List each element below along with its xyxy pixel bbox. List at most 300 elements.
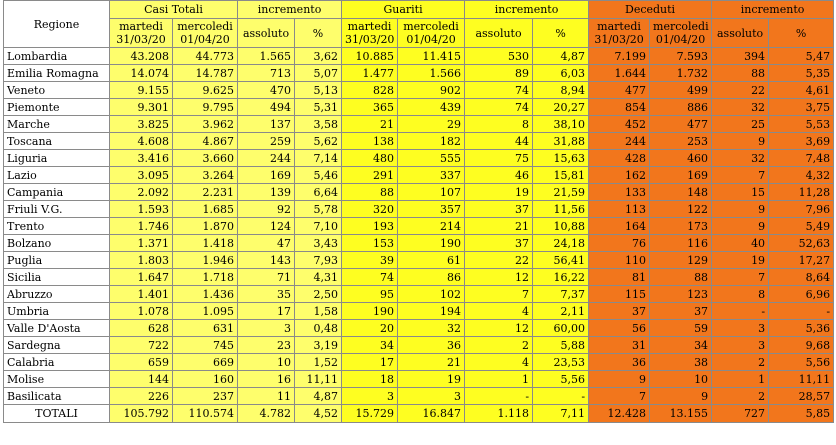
guariti-day2-header: mercoledi 01/04/20 (398, 19, 465, 48)
deceduti-day1-cell: 133 (589, 184, 650, 201)
deceduti-assoluto-cell: 727 (712, 405, 769, 423)
casi-day1-cell: 1.078 (110, 303, 173, 320)
region-name: Sicilia (4, 269, 110, 286)
casi-incremento-header: incremento (238, 1, 342, 19)
guariti-day1-cell: 88 (342, 184, 398, 201)
deceduti-percent-cell: 11,11 (769, 371, 834, 388)
deceduti-assoluto-cell: 394 (712, 48, 769, 65)
deceduti-assoluto-cell: 9 (712, 201, 769, 218)
casi-day2-cell: 9.625 (173, 82, 238, 99)
totali-label: TOTALI (4, 405, 110, 423)
deceduti-day1-cell: 113 (589, 201, 650, 218)
deceduti-percent-cell: 4,32 (769, 167, 834, 184)
guariti-day2-cell: 16.847 (398, 405, 465, 423)
casi-assoluto-cell: 3 (238, 320, 295, 337)
guariti-day2-cell: 357 (398, 201, 465, 218)
deceduti-percent-cell: 11,28 (769, 184, 834, 201)
casi-day2-cell: 1.685 (173, 201, 238, 218)
deceduti-percent-cell: 4,61 (769, 82, 834, 99)
casi-day1-cell: 9.301 (110, 99, 173, 116)
deceduti-day2-cell: 129 (650, 252, 712, 269)
deceduti-day1-cell: 477 (589, 82, 650, 99)
casi-assoluto-cell: 494 (238, 99, 295, 116)
guariti-percent-cell: 8,94 (533, 82, 589, 99)
guariti-day2-cell: 194 (398, 303, 465, 320)
deceduti-assoluto-header: assoluto (712, 19, 769, 48)
deceduti-day1-cell: 36 (589, 354, 650, 371)
casi-assoluto-cell: 1.565 (238, 48, 295, 65)
casi-percent-cell: 4,87 (295, 388, 342, 405)
deceduti-percent-cell: 6,96 (769, 286, 834, 303)
table-row (4, 286, 834, 303)
deceduti-assoluto-cell: 2 (712, 354, 769, 371)
casi-day2-cell: 3.264 (173, 167, 238, 184)
guariti-percent-cell: 2,11 (533, 303, 589, 320)
guariti-day2-cell: 190 (398, 235, 465, 252)
casi-day1-cell: 1.647 (110, 269, 173, 286)
deceduti-percent-cell: 8,64 (769, 269, 834, 286)
deceduti-assoluto-cell: 8 (712, 286, 769, 303)
deceduti-day2-header: mercoledi 01/04/20 (650, 19, 712, 48)
casi-day1-cell: 105.792 (110, 405, 173, 423)
guariti-assoluto-cell: 530 (465, 48, 533, 65)
guariti-percent-header: % (533, 19, 589, 48)
deceduti-percent-cell: 5,47 (769, 48, 834, 65)
deceduti-day2-cell: 13.155 (650, 405, 712, 423)
casi-assoluto-cell: 139 (238, 184, 295, 201)
guariti-day1-cell: 138 (342, 133, 398, 150)
table-row (4, 150, 834, 167)
region-name: Calabria (4, 354, 110, 371)
casi-day1-cell: 1.746 (110, 218, 173, 235)
deceduti-day2-cell: 499 (650, 82, 712, 99)
casi-day2-cell: 3.660 (173, 150, 238, 167)
casi-day2-cell: 3.962 (173, 116, 238, 133)
guariti-assoluto-cell: 46 (465, 167, 533, 184)
table-row (4, 371, 834, 388)
guariti-assoluto-cell: 22 (465, 252, 533, 269)
guariti-percent-cell: 24,18 (533, 235, 589, 252)
casi-assoluto-cell: 470 (238, 82, 295, 99)
deceduti-day2-cell: 59 (650, 320, 712, 337)
deceduti-day2-cell: 477 (650, 116, 712, 133)
region-name: Trento (4, 218, 110, 235)
guariti-assoluto-cell: 1 (465, 371, 533, 388)
casi-day2-cell: 2.231 (173, 184, 238, 201)
guariti-day1-cell: 291 (342, 167, 398, 184)
guariti-percent-cell: 31,88 (533, 133, 589, 150)
deceduti-day1-cell: 9 (589, 371, 650, 388)
guariti-assoluto-cell: 4 (465, 303, 533, 320)
deceduti-percent-cell: 17,27 (769, 252, 834, 269)
casi-assoluto-cell: 169 (238, 167, 295, 184)
casi-day1-cell: 1.401 (110, 286, 173, 303)
casi-percent-cell: 4,31 (295, 269, 342, 286)
table-row (4, 201, 834, 218)
guariti-day1-cell: 193 (342, 218, 398, 235)
guariti-day2-cell: 61 (398, 252, 465, 269)
deceduti-assoluto-cell: 3 (712, 320, 769, 337)
casi-day1-cell: 4.608 (110, 133, 173, 150)
casi-day1-cell: 3.095 (110, 167, 173, 184)
table-body (4, 48, 834, 423)
casi-percent-header: % (295, 19, 342, 48)
guariti-assoluto-cell: 74 (465, 82, 533, 99)
casi-day1-header: martedi 31/03/20 (110, 19, 173, 48)
region-name: Veneto (4, 82, 110, 99)
casi-day2-cell: 160 (173, 371, 238, 388)
region-name: Piemonte (4, 99, 110, 116)
deceduti-day2-cell: 122 (650, 201, 712, 218)
region-name: Puglia (4, 252, 110, 269)
casi-day1-cell: 43.208 (110, 48, 173, 65)
casi-assoluto-cell: 71 (238, 269, 295, 286)
guariti-percent-cell: 5,88 (533, 337, 589, 354)
table-row (4, 184, 834, 201)
casi-assoluto-cell: 4.782 (238, 405, 295, 423)
region-name: Toscana (4, 133, 110, 150)
guariti-percent-cell: 23,53 (533, 354, 589, 371)
region-name: Emilia Romagna (4, 65, 110, 82)
casi-percent-cell: 5,13 (295, 82, 342, 99)
deceduti-day1-cell: 56 (589, 320, 650, 337)
deceduti-percent-cell: 3,75 (769, 99, 834, 116)
regione-header: Regione (4, 1, 110, 48)
deceduti-day1-cell: 76 (589, 235, 650, 252)
guariti-day1-cell: 18 (342, 371, 398, 388)
casi-assoluto-cell: 47 (238, 235, 295, 252)
casi-day1-cell: 2.092 (110, 184, 173, 201)
region-name: Lombardia (4, 48, 110, 65)
deceduti-day1-cell: 164 (589, 218, 650, 235)
deceduti-percent-cell: 5,53 (769, 116, 834, 133)
table-row (4, 82, 834, 99)
casi-assoluto-cell: 17 (238, 303, 295, 320)
table-row (4, 133, 834, 150)
casi-day1-cell: 628 (110, 320, 173, 337)
casi-assoluto-cell: 259 (238, 133, 295, 150)
deceduti-day2-cell: 88 (650, 269, 712, 286)
casi-assoluto-cell: 10 (238, 354, 295, 371)
guariti-day1-cell: 17 (342, 354, 398, 371)
table-row (4, 99, 834, 116)
deceduti-assoluto-cell: - (712, 303, 769, 320)
guariti-percent-cell: 10,88 (533, 218, 589, 235)
deceduti-assoluto-cell: 2 (712, 388, 769, 405)
deceduti-day2-cell: 116 (650, 235, 712, 252)
deceduti-day2-cell: 886 (650, 99, 712, 116)
casi-day2-cell: 1.870 (173, 218, 238, 235)
guariti-day2-cell: 214 (398, 218, 465, 235)
deceduti-day2-cell: 148 (650, 184, 712, 201)
deceduti-day1-cell: 110 (589, 252, 650, 269)
deceduti-percent-cell: 5,56 (769, 354, 834, 371)
table-row (4, 337, 834, 354)
casi-day2-cell: 1.436 (173, 286, 238, 303)
guariti-day2-cell: 21 (398, 354, 465, 371)
guariti-assoluto-cell: 44 (465, 133, 533, 150)
casi-day2-cell: 1.095 (173, 303, 238, 320)
casi-day1-cell: 1.803 (110, 252, 173, 269)
guariti-percent-cell: 60,00 (533, 320, 589, 337)
casi-day2-cell: 110.574 (173, 405, 238, 423)
deceduti-assoluto-cell: 22 (712, 82, 769, 99)
casi-assoluto-cell: 713 (238, 65, 295, 82)
table-row (4, 269, 834, 286)
guariti-assoluto-cell: 1.118 (465, 405, 533, 423)
guariti-day1-cell: 828 (342, 82, 398, 99)
casi-day1-cell: 144 (110, 371, 173, 388)
region-name: Basilicata (4, 388, 110, 405)
casi-day1-cell: 14.074 (110, 65, 173, 82)
casi-assoluto-cell: 16 (238, 371, 295, 388)
casi-day1-cell: 659 (110, 354, 173, 371)
guariti-assoluto-cell: 7 (465, 286, 533, 303)
guariti-percent-cell: 4,87 (533, 48, 589, 65)
region-name: Campania (4, 184, 110, 201)
guariti-assoluto-cell: 8 (465, 116, 533, 133)
deceduti-day1-cell: 7.199 (589, 48, 650, 65)
casi-day2-cell: 4.867 (173, 133, 238, 150)
guariti-day1-cell: 10.885 (342, 48, 398, 65)
guariti-day2-cell: 32 (398, 320, 465, 337)
region-name: Bolzano (4, 235, 110, 252)
casi-assoluto-cell: 124 (238, 218, 295, 235)
region-name: Lazio (4, 167, 110, 184)
region-name: Sardegna (4, 337, 110, 354)
deceduti-assoluto-cell: 9 (712, 133, 769, 150)
casi-percent-cell: 6,64 (295, 184, 342, 201)
guariti-assoluto-cell: 12 (465, 269, 533, 286)
guariti-day2-cell: 11.415 (398, 48, 465, 65)
guariti-day2-cell: 107 (398, 184, 465, 201)
guariti-assoluto-cell: - (465, 388, 533, 405)
deceduti-percent-cell: 7,48 (769, 150, 834, 167)
region-name: Liguria (4, 150, 110, 167)
guariti-day1-cell: 20 (342, 320, 398, 337)
casi-percent-cell: 5,31 (295, 99, 342, 116)
deceduti-assoluto-cell: 1 (712, 371, 769, 388)
deceduti-day2-cell: 7.593 (650, 48, 712, 65)
casi-percent-cell: 3,43 (295, 235, 342, 252)
table-row (4, 235, 834, 252)
casi-assoluto-cell: 143 (238, 252, 295, 269)
deceduti-day1-cell: 31 (589, 337, 650, 354)
guariti-day2-cell: 3 (398, 388, 465, 405)
casi-percent-cell: 11,11 (295, 371, 342, 388)
deceduti-assoluto-cell: 7 (712, 269, 769, 286)
table-row (4, 320, 834, 337)
casi-assoluto-header: assoluto (238, 19, 295, 48)
guariti-assoluto-cell: 37 (465, 201, 533, 218)
casi-day2-cell: 1.418 (173, 235, 238, 252)
guariti-day2-cell: 29 (398, 116, 465, 133)
deceduti-day2-cell: 37 (650, 303, 712, 320)
deceduti-day1-cell: 428 (589, 150, 650, 167)
guariti-day1-cell: 1.477 (342, 65, 398, 82)
casi-day2-cell: 745 (173, 337, 238, 354)
deceduti-percent-cell: 5,35 (769, 65, 834, 82)
guariti-percent-cell: 16,22 (533, 269, 589, 286)
guariti-day2-cell: 19 (398, 371, 465, 388)
guariti-percent-cell: 56,41 (533, 252, 589, 269)
deceduti-day2-cell: 173 (650, 218, 712, 235)
deceduti-day2-cell: 38 (650, 354, 712, 371)
guariti-percent-cell: 7,11 (533, 405, 589, 423)
casi-day2-cell: 1.718 (173, 269, 238, 286)
casi-percent-cell: 5,07 (295, 65, 342, 82)
guariti-assoluto-cell: 75 (465, 150, 533, 167)
guariti-day2-cell: 337 (398, 167, 465, 184)
casi-percent-cell: 5,62 (295, 133, 342, 150)
guariti-day1-cell: 21 (342, 116, 398, 133)
casi-percent-cell: 2,50 (295, 286, 342, 303)
region-name: Umbria (4, 303, 110, 320)
deceduti-assoluto-cell: 32 (712, 99, 769, 116)
guariti-assoluto-cell: 37 (465, 235, 533, 252)
deceduti-assoluto-cell: 7 (712, 167, 769, 184)
deceduti-day2-cell: 10 (650, 371, 712, 388)
guariti-percent-cell: 38,10 (533, 116, 589, 133)
deceduti-percent-cell: 5,85 (769, 405, 834, 423)
casi-assoluto-cell: 11 (238, 388, 295, 405)
deceduti-day1-cell: 854 (589, 99, 650, 116)
casi-day1-cell: 1.593 (110, 201, 173, 218)
casi-percent-cell: 3,19 (295, 337, 342, 354)
casi-percent-cell: 1,52 (295, 354, 342, 371)
guariti-day2-cell: 902 (398, 82, 465, 99)
casi-day2-header: mercoledi 01/04/20 (173, 19, 238, 48)
guariti-percent-cell: 21,59 (533, 184, 589, 201)
table-row (4, 354, 834, 371)
region-name: Marche (4, 116, 110, 133)
table-row (4, 65, 834, 82)
deceduti-assoluto-cell: 3 (712, 337, 769, 354)
guariti-day2-cell: 1.566 (398, 65, 465, 82)
deceduti-day2-cell: 34 (650, 337, 712, 354)
deceduti-percent-cell: 3,69 (769, 133, 834, 150)
table-row (4, 116, 834, 133)
guariti-assoluto-cell: 19 (465, 184, 533, 201)
casi-percent-cell: 0,48 (295, 320, 342, 337)
guariti-assoluto-header: assoluto (465, 19, 533, 48)
casi-assoluto-cell: 244 (238, 150, 295, 167)
guariti-percent-cell: 20,27 (533, 99, 589, 116)
deceduti-day2-cell: 1.732 (650, 65, 712, 82)
covid-regional-table (3, 0, 834, 423)
guariti-day1-cell: 153 (342, 235, 398, 252)
table-row (4, 48, 834, 65)
deceduti-day1-cell: 452 (589, 116, 650, 133)
deceduti-assoluto-cell: 88 (712, 65, 769, 82)
table-row (4, 252, 834, 269)
guariti-day1-cell: 320 (342, 201, 398, 218)
guariti-percent-cell: 5,56 (533, 371, 589, 388)
guariti-incremento-header: incremento (465, 1, 589, 19)
guariti-day1-cell: 39 (342, 252, 398, 269)
table-row (4, 303, 834, 320)
deceduti-day1-cell: 162 (589, 167, 650, 184)
casi-day1-cell: 226 (110, 388, 173, 405)
totali-row (4, 405, 834, 423)
guariti-day2-cell: 36 (398, 337, 465, 354)
casi-percent-cell: 4,52 (295, 405, 342, 423)
guariti-percent-cell: 11,56 (533, 201, 589, 218)
guariti-day2-cell: 439 (398, 99, 465, 116)
casi-assoluto-cell: 23 (238, 337, 295, 354)
casi-percent-cell: 7,10 (295, 218, 342, 235)
deceduti-day1-cell: 12.428 (589, 405, 650, 423)
guariti-day1-cell: 480 (342, 150, 398, 167)
deceduti-day1-cell: 244 (589, 133, 650, 150)
deceduti-day2-cell: 123 (650, 286, 712, 303)
guariti-day2-cell: 102 (398, 286, 465, 303)
deceduti-day2-cell: 460 (650, 150, 712, 167)
casi-day1-cell: 3.825 (110, 116, 173, 133)
deceduti-percent-cell: 7,96 (769, 201, 834, 218)
deceduti-day1-header: martedi 31/03/20 (589, 19, 650, 48)
guariti-header: Guariti (342, 1, 465, 19)
casi-assoluto-cell: 137 (238, 116, 295, 133)
deceduti-day2-cell: 169 (650, 167, 712, 184)
deceduti-percent-cell: 52,63 (769, 235, 834, 252)
casi-day2-cell: 1.946 (173, 252, 238, 269)
guariti-percent-cell: 15,81 (533, 167, 589, 184)
region-name: Valle D'Aosta (4, 320, 110, 337)
deceduti-day1-cell: 37 (589, 303, 650, 320)
deceduti-assoluto-cell: 15 (712, 184, 769, 201)
guariti-day2-cell: 182 (398, 133, 465, 150)
casi-percent-cell: 5,78 (295, 201, 342, 218)
table-row (4, 218, 834, 235)
deceduti-day1-cell: 7 (589, 388, 650, 405)
casi-day2-cell: 631 (173, 320, 238, 337)
deceduti-assoluto-cell: 9 (712, 218, 769, 235)
guariti-assoluto-cell: 74 (465, 99, 533, 116)
guariti-day2-cell: 555 (398, 150, 465, 167)
guariti-day1-cell: 34 (342, 337, 398, 354)
region-name: Friuli V.G. (4, 201, 110, 218)
casi-day2-cell: 44.773 (173, 48, 238, 65)
guariti-day1-cell: 190 (342, 303, 398, 320)
deceduti-day1-cell: 81 (589, 269, 650, 286)
deceduti-percent-header: % (769, 19, 834, 48)
deceduti-assoluto-cell: 19 (712, 252, 769, 269)
casi-day1-cell: 1.371 (110, 235, 173, 252)
deceduti-percent-cell: 9,68 (769, 337, 834, 354)
deceduti-assoluto-cell: 25 (712, 116, 769, 133)
guariti-day2-cell: 86 (398, 269, 465, 286)
guariti-day1-cell: 365 (342, 99, 398, 116)
casi-day1-cell: 3.416 (110, 150, 173, 167)
guariti-day1-cell: 95 (342, 286, 398, 303)
deceduti-percent-cell: - (769, 303, 834, 320)
deceduti-day2-cell: 253 (650, 133, 712, 150)
deceduti-header: Deceduti (589, 1, 712, 19)
casi-percent-cell: 7,14 (295, 150, 342, 167)
guariti-day1-cell: 3 (342, 388, 398, 405)
casi-day1-cell: 722 (110, 337, 173, 354)
guariti-day1-cell: 15.729 (342, 405, 398, 423)
guariti-assoluto-cell: 89 (465, 65, 533, 82)
casi-day2-cell: 14.787 (173, 65, 238, 82)
casi-day2-cell: 237 (173, 388, 238, 405)
casi-day1-cell: 9.155 (110, 82, 173, 99)
deceduti-day2-cell: 9 (650, 388, 712, 405)
deceduti-percent-cell: 28,57 (769, 388, 834, 405)
casi-assoluto-cell: 35 (238, 286, 295, 303)
guariti-percent-cell: - (533, 388, 589, 405)
